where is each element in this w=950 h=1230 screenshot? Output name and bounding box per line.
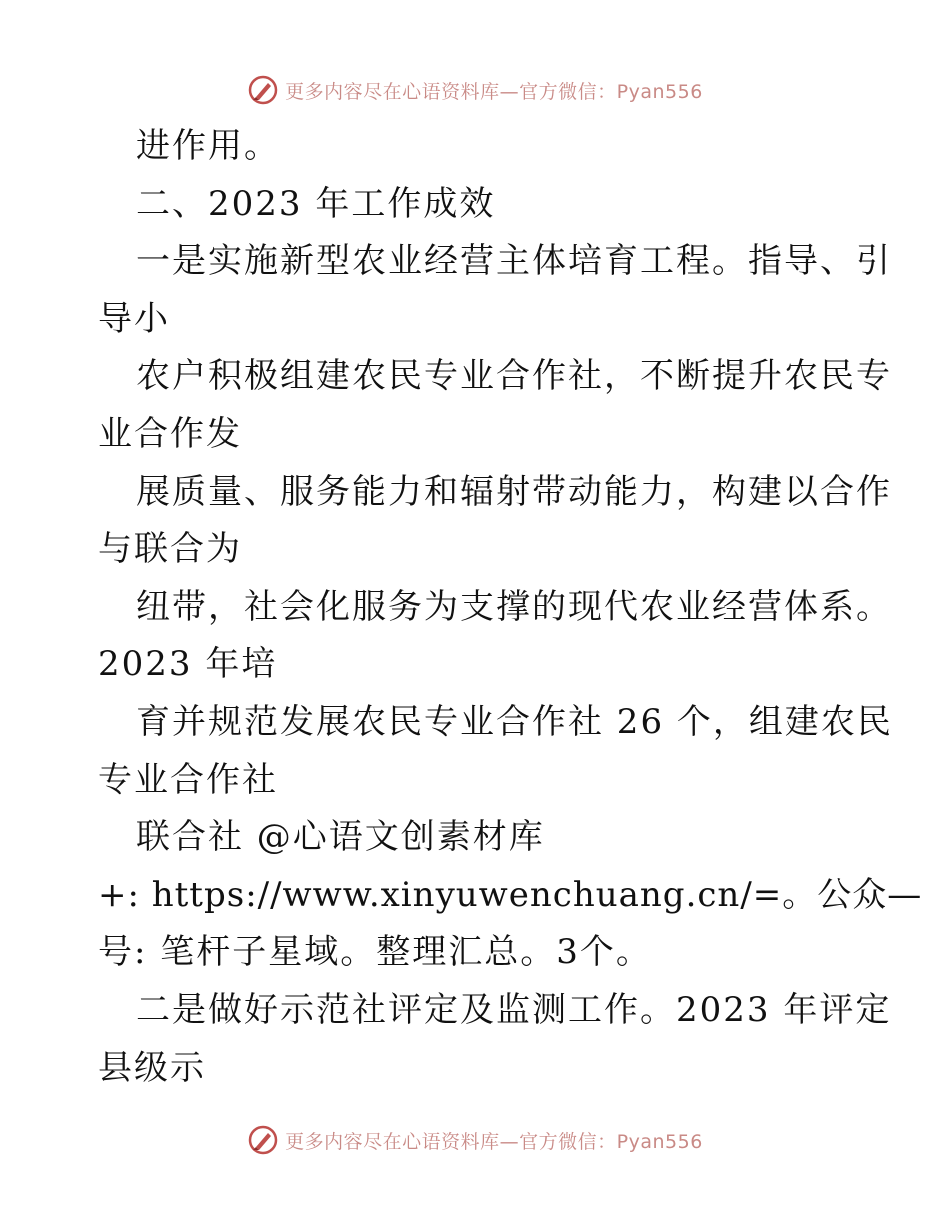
text-line: 业合作发 (98, 413, 242, 454)
text-line: 农户积极组建农民专业合作社，不断提升农民专 (136, 356, 892, 397)
section-heading: 二、2023 年工作成效 (136, 183, 496, 224)
footer-watermark-banner (0, 1120, 950, 1160)
text-line: 县级示 (98, 1047, 206, 1088)
text-line: 纽带，社会化服务为支撑的现代农业经营体系。 (136, 586, 892, 627)
text-line: 2023 年培 (98, 644, 278, 685)
text-line: 育并规范发展农民专业合作社 26 个，组建农民 (136, 701, 893, 742)
url-text-line: +: https://www.xinyuwenchuang.cn/=。公众— (98, 874, 923, 915)
footer-watermark-text: 更多内容尽在心语资料库—官方微信：Pyan556 (285, 1130, 703, 1153)
text-line: 联合社 @心语文创素材库 (136, 817, 545, 858)
header-watermark-text: 更多内容尽在心语资料库—官方微信：Pyan556 (285, 80, 703, 103)
text-line: 号: 笔杆子星域。整理汇总。3个。 (98, 932, 652, 973)
text-line: 展质量、服务能力和辐射带动能力，构建以合作 (136, 471, 892, 512)
pen-logo-icon (247, 74, 279, 106)
pen-logo-icon (247, 1124, 279, 1156)
text-line: 一是实施新型农业经营主体培育工程。指导、引 (136, 241, 892, 282)
text-line: 专业合作社 (98, 759, 278, 800)
text-line: 与联合为 (98, 529, 242, 570)
text-line: 二是做好示范社评定及监测工作。2023 年评定 (136, 989, 892, 1030)
text-line: 导小 (98, 298, 170, 339)
document-body (98, 118, 923, 1097)
header-watermark-banner (0, 70, 950, 110)
text-line: 进作用。 (136, 126, 280, 166)
